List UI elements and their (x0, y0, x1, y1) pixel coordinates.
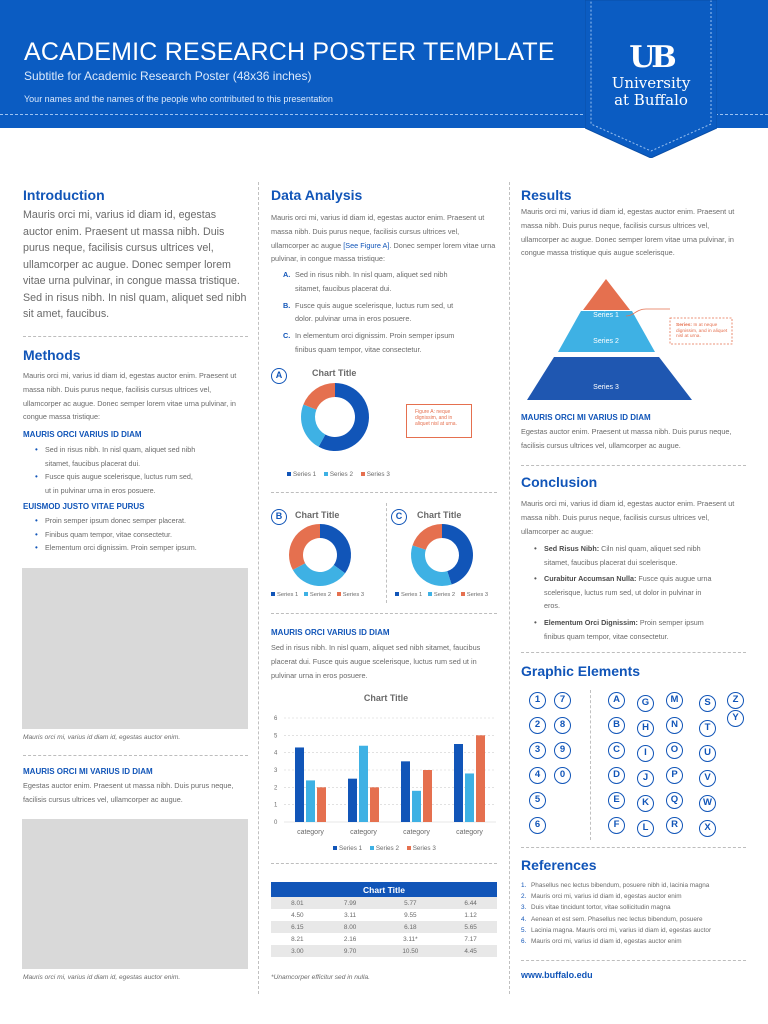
legend-item (324, 471, 353, 478)
bullet-icon: • (35, 543, 38, 553)
chart-label-c: C (391, 509, 407, 525)
analysis-subtitle: MAURIS ORCI VARIUS ID DIAM (271, 628, 390, 637)
chart-label-a: A (271, 368, 287, 384)
letter-icon-x: X (699, 820, 716, 837)
reference-number: 1. (521, 882, 527, 889)
legend-swatch (395, 592, 399, 596)
bar (476, 735, 485, 822)
methods-subtitle-1: MAURIS ORCI VARIUS ID DIAM (23, 430, 142, 439)
bar (401, 761, 410, 822)
y-tick-label: 2 (274, 785, 278, 792)
results-text-2: Egestas auctor enim. Praesent ut massa nibh. Duis purus neque, facilisis cursus ultrices vel, ullamcorper ac augue. (521, 427, 732, 450)
list-item-continued (532, 630, 746, 644)
analysis-list (283, 268, 497, 357)
item-bold: Elementum Orci Dignissim: (544, 617, 638, 627)
pyramid-label-2: Series 2 (593, 338, 619, 345)
list-item-text: Fusce quis augue urna (636, 574, 712, 584)
legend-label: Series 2 (329, 471, 353, 478)
table-cell: 5.77 (376, 897, 444, 909)
bar (454, 744, 463, 822)
legend-item (337, 592, 364, 598)
methods-subtitle-2: EUISMOD JUSTO VITAE PURUS (23, 502, 145, 511)
list-item (33, 443, 247, 457)
legend-item (428, 592, 455, 598)
contributors-line: Your names and the names of the people who contributed to this presentation (24, 94, 333, 104)
list-item-continued (33, 457, 247, 471)
list-letter: A. (283, 270, 291, 279)
list-item (33, 514, 247, 528)
section-divider (271, 492, 497, 493)
legend-item (287, 471, 316, 478)
legend-label: Series 1 (339, 845, 363, 852)
logo-line-1: University (611, 74, 691, 92)
bar (423, 770, 432, 822)
chart-a-legend (287, 471, 396, 478)
website-link[interactable]: www.buffalo.edu (521, 970, 593, 980)
reference-item (521, 925, 711, 936)
table-row (271, 897, 497, 909)
reference-text: Mauris orci mi, varius id diam id, egestas auctor enim (531, 893, 682, 901)
list-item (33, 470, 247, 484)
list-item (532, 572, 746, 586)
list-item-text: Finibus quam tempor, vitae consectetur. (45, 529, 173, 539)
data-table (271, 882, 497, 957)
chart-a-title: Chart Title (312, 368, 357, 378)
reference-text: Aenean et est sem. Phasellus nec lectus bibendum, posuere (531, 915, 703, 923)
donut-slice (413, 524, 442, 550)
letter-icon-v: V (699, 770, 716, 787)
letter-icon-p: P (666, 767, 683, 784)
image-placeholder (22, 568, 248, 729)
number-icon-4: 4 (529, 767, 546, 784)
reference-item (521, 902, 711, 913)
poster-subtitle: Subtitle for Academic Research Poster (48x36 inches) (24, 69, 312, 83)
bullet-icon: • (35, 529, 38, 539)
table-cell: 3.11 (344, 911, 357, 919)
legend-swatch (407, 846, 411, 850)
table-cell: 9.55 (404, 911, 417, 919)
number-icon-8: 8 (554, 717, 571, 734)
note-bold: Series: (676, 323, 692, 328)
bar-chart-svg (262, 708, 502, 858)
legend-item (395, 592, 422, 598)
donut-chart-a (301, 383, 369, 451)
section-divider (23, 336, 248, 337)
number-icon-3: 3 (529, 742, 546, 759)
legend-label: Series 2 (309, 592, 332, 598)
list-item-text: sitamet, faucibus placerat dui scelerisque. (544, 557, 678, 567)
bar (412, 791, 421, 822)
pyramid-level-3 (527, 357, 692, 400)
figure-link[interactable]: [See Figure A] (343, 240, 390, 250)
bar (370, 787, 379, 822)
list-item-text: sitamet, faucibus placerat dui. (295, 283, 392, 293)
list-item-continued (532, 599, 746, 613)
list-item-text: ut in pulvinar urna in eros posuere. (45, 485, 156, 495)
references-list (521, 880, 711, 947)
donut-chart-b (289, 524, 351, 586)
section-divider (521, 652, 746, 653)
table-cell: 4.45 (444, 945, 497, 957)
introduction-text: Mauris orci mi, varius id diam id, egestas auctor enim. Praesent ut massa nibh. Duis purus neque, facilisis cursus ultrices vel, ullamcorper ac augue. Donec semper lorem vitae urna pulvinar, in congue massa tristique. Sed in risus nibh. In nisl quam, aliquet sed nibh sit amet, faucibus. (23, 209, 247, 320)
legend-swatch (361, 472, 365, 476)
list-item-continued (532, 556, 746, 570)
references-title: References (521, 857, 597, 873)
list-item-continued (283, 312, 497, 326)
legend-label: Series 3 (412, 845, 436, 852)
list-item-text: Proin semper ipsum donec semper placerat. (45, 516, 187, 525)
y-tick-label: 5 (274, 733, 278, 740)
letter-icon-t: T (699, 720, 716, 737)
reference-number: 5. (521, 926, 527, 934)
letter-icon-l: L (637, 820, 654, 837)
table-cell: 6.15 (271, 921, 324, 933)
item-bold: Sed Risus Nibh: (544, 544, 600, 553)
list-item-text: Ciln nisl quam, aliquet sed nibh (599, 544, 701, 553)
list-item (532, 542, 746, 556)
table-cell: 10.50 (376, 945, 444, 957)
y-tick-label: 6 (274, 716, 278, 722)
bullet-icon: • (35, 472, 38, 482)
legend-label: Series 1 (401, 592, 423, 598)
section-divider (521, 960, 746, 961)
list-item-text: sitamet, faucibus placerat dui. (45, 458, 141, 468)
letter-icon-r: R (666, 817, 683, 834)
letter-icon-y: Y (727, 710, 744, 727)
list-item-text: finibus quam tempor, vitae consectetur. (544, 631, 669, 641)
letter-icon-c: C (608, 742, 625, 759)
logo-line-2: at Buffalo (614, 91, 688, 109)
letter-icon-h: H (637, 720, 654, 737)
section-divider (23, 755, 248, 756)
data-analysis-title: Data Analysis (271, 187, 363, 203)
chart-b-title: Chart Title (295, 510, 340, 520)
list-item-text: In elementum orci dignissim. Proin semper ipsum (295, 331, 455, 341)
donut-slice (289, 524, 320, 570)
table-cell: 3.11* (403, 935, 418, 943)
legend-swatch (324, 472, 328, 476)
table-cell: 9.70 (324, 945, 377, 957)
letter-icon-f: F (608, 817, 625, 834)
legend-label: Series 2 (433, 592, 456, 598)
section-divider (271, 613, 497, 614)
chart-c-legend (395, 592, 488, 598)
results-text: Mauris orci mi, varius id diam id, egestas auctor enim. Praesent ut massa nibh. Duis purus neque, facilisis cursus ultrices vel, ullamcorper ac augue. Donec semper lorem vitae urna pulvinar, in congue massa tristique quis augue scelerisque. (521, 207, 735, 258)
legend-label: Series 3 (466, 592, 489, 598)
letter-icon-q: Q (666, 792, 683, 809)
table-cell: 2.16 (343, 935, 357, 943)
legend-swatch (271, 592, 275, 596)
image-placeholder (22, 819, 248, 969)
bar (317, 787, 326, 822)
bullet-icon: • (534, 544, 537, 553)
bar-chart-title: Chart Title (363, 693, 409, 703)
chart-label-b: B (271, 509, 287, 525)
list-item-continued (283, 282, 497, 296)
methods-bullets-1 (33, 443, 247, 497)
letter-icon-e: E (608, 792, 625, 809)
bar (348, 779, 357, 822)
x-tick-label: category (297, 829, 324, 836)
pyramid-note-text (676, 323, 730, 340)
section-divider (271, 863, 497, 864)
list-item (283, 299, 497, 313)
legend-item (361, 471, 390, 478)
list-letter: B. (283, 300, 291, 310)
bullet-icon: • (35, 445, 38, 454)
bar (295, 747, 304, 822)
reference-item (521, 936, 711, 947)
number-icon-2: 2 (529, 717, 546, 734)
poster-title: ACADEMIC RESEARCH POSTER TEMPLATE (24, 38, 555, 66)
table-cell: 7.99 (324, 897, 377, 909)
image-caption: Mauris orci mi, varius id diam id, egestas auctor enim. (23, 974, 181, 981)
y-tick-label: 1 (274, 802, 278, 809)
graphic-elements-title: Graphic Elements (521, 663, 641, 679)
analysis-text-2: Sed in risus nibh. In nisl quam, aliquet sed nibh sitamet, faucibus placerat dui. Fusce quis augue scelerisque, luctus rum sed ut in pulvinar urna in eros posuere. (271, 643, 481, 680)
donut-chart-c (411, 524, 473, 586)
list-item (283, 268, 497, 282)
university-name (585, 75, 717, 109)
reference-text: Mauris orci mi, varius id diam id, egestas auctor enim (531, 938, 682, 946)
y-tick-label: 0 (274, 820, 278, 826)
list-item-text: Sed in risus nibh. In nisl quam, aliquet sed nibh (295, 270, 448, 279)
bullet-icon: • (534, 617, 537, 627)
pyramid-chart-svg (520, 275, 750, 405)
reference-number: 4. (521, 915, 527, 923)
list-item-text: Fusce quis augue scelerisque, luctus rum sed, (45, 472, 193, 482)
legend-label: Series 3 (366, 471, 390, 478)
table-row (271, 921, 497, 933)
legend-swatch (428, 592, 432, 596)
bar (465, 773, 474, 822)
bar (306, 780, 315, 822)
ub-logo-letters: UB (629, 40, 673, 75)
list-item-text: Elementum orci dignissim. Proin semper ipsum. (45, 543, 197, 553)
reference-text: Duis vitae tincidunt tortor, vitae sollicitudin magna (531, 904, 671, 912)
table-cell: 8.01 (271, 897, 324, 909)
legend-label: Series 3 (342, 592, 365, 598)
table-cell: 3.00 (271, 945, 324, 957)
legend-swatch (287, 472, 291, 476)
list-item-text: dolor. pulvinar urna in eros posuere. (295, 314, 412, 324)
donut-slice (303, 383, 335, 410)
legend-swatch (461, 592, 465, 596)
bar-chart-legend (333, 845, 442, 852)
list-item-continued (532, 586, 746, 600)
pyramid-label-1: Series 1 (593, 312, 619, 319)
table-row (271, 933, 497, 945)
conclusion-text: Mauris orci mi, varius id diam id, egestas auctor enim. Praesent ut massa nibh. Duis purus neque, facilisis cursus ultrices vel, ullamcorper ac augue: (521, 499, 735, 536)
number-icon-5: 5 (529, 792, 546, 809)
table-cell: 4.50 (291, 911, 304, 919)
bullet-icon: • (534, 574, 537, 584)
image-caption: Mauris orci mi, varius id diam id, egestas auctor enim. (23, 734, 181, 741)
section-divider (521, 465, 746, 466)
letter-icon-s: S (699, 695, 716, 712)
reference-item (521, 891, 711, 902)
donut-slice (301, 404, 325, 446)
donut-slice (320, 524, 351, 573)
letter-icon-a: A (608, 692, 625, 709)
table-cell: 8.00 (324, 921, 377, 933)
number-icon-6: 6 (529, 817, 546, 834)
graphic-divider (590, 690, 591, 840)
list-item-text: scelerisque, luctus rum sed, ut dolor in pulvinar in (544, 587, 702, 597)
x-tick-label: category (350, 829, 377, 836)
table-cell: 7.17 (464, 935, 477, 943)
table-row (271, 909, 497, 921)
list-item-text: Fusce quis augue scelerisque, luctus rum sed, ut (295, 300, 454, 310)
x-tick-label: category (456, 829, 483, 836)
text-span: . Donec semper lorem vitae urna pulvinar, in congue massa tristique: (271, 240, 496, 264)
table-cell: 5.65 (444, 921, 497, 933)
list-item-continued (33, 484, 247, 498)
legend-label: Series 1 (293, 471, 317, 478)
methods-bullets-2 (33, 514, 247, 555)
chart-b-legend (271, 592, 364, 598)
legend-swatch (337, 592, 341, 596)
bullet-icon: • (35, 516, 38, 525)
table-body (271, 897, 497, 957)
chart-c-title: Chart Title (417, 510, 462, 520)
letter-icon-z: Z (727, 692, 744, 709)
table-cell: 8.21 (291, 935, 304, 943)
introduction-title: Introduction (23, 187, 105, 203)
legend-swatch (333, 846, 337, 850)
university-logo-ribbon (585, 0, 717, 158)
conclusion-title: Conclusion (521, 474, 598, 490)
methods-text-2: Egestas auctor enim. Praesent ut massa nibh. Duis purus neque, facilisis cursus ultrices vel, ullamcorper ac augue. (23, 781, 234, 804)
results-subtitle: MAURIS ORCI MI VARIUS ID DIAM (521, 413, 651, 422)
table-title: Chart Title (271, 882, 497, 897)
reference-item (521, 880, 711, 891)
pyramid-level-1 (583, 279, 630, 310)
bar-chart (274, 716, 496, 836)
legend-item (271, 592, 298, 598)
x-tick-label: category (403, 829, 430, 836)
list-item (532, 616, 746, 630)
letter-icon-b: B (608, 717, 625, 734)
letter-icon-j: J (637, 770, 654, 787)
legend-item (461, 592, 488, 598)
column-divider (258, 182, 259, 994)
letter-icon-k: K (637, 795, 654, 812)
reference-item (521, 914, 711, 925)
legend-item (370, 845, 399, 852)
methods-subtitle-3: MAURIS ORCI MI VARIUS ID DIAM (23, 767, 153, 776)
methods-text: Mauris orci mi, varius id diam id, egestas auctor enim. Praesent ut massa nibh. Duis purus neque, facilisis cursus ultrices vel, ullamcorper ac augue. Donec semper lorem vitae urna pulvinar, in congue massa tristique: (23, 371, 237, 422)
letter-icon-u: U (699, 745, 716, 762)
legend-swatch (304, 592, 308, 596)
chart-bc-svg (270, 520, 500, 592)
number-icon-1: 1 (529, 692, 546, 709)
methods-title: Methods (23, 347, 81, 363)
y-tick-label: 4 (274, 750, 278, 757)
data-analysis-text (271, 211, 497, 266)
letter-icon-o: O (666, 742, 683, 759)
number-icon-0: 0 (554, 767, 571, 784)
reference-number: 2. (521, 893, 527, 901)
legend-item (304, 592, 331, 598)
legend-label: Series 2 (375, 845, 399, 852)
letter-icon-w: W (699, 795, 716, 812)
pyramid-label-3: Series 3 (593, 384, 619, 391)
reference-text: Lacinia magna. Mauris orci mi, varius id diam id, egestas auctor (531, 926, 712, 934)
reference-number: 6. (521, 938, 527, 946)
letter-icon-n: N (666, 717, 683, 734)
note-text: In at neque dignissim, and in aliquet nisl at urna. (676, 323, 728, 340)
column-divider (509, 182, 510, 994)
legend-item (333, 845, 362, 852)
table-cell: 1.12 (464, 911, 477, 919)
conclusion-list (532, 542, 746, 643)
list-item-text: finibus quam tempor, vitae consectetur. (295, 344, 422, 354)
results-title: Results (521, 187, 572, 203)
figure-note-box (406, 404, 472, 438)
list-item-text: Proin semper ipsum (637, 617, 704, 627)
legend-swatch (370, 846, 374, 850)
number-icon-9: 9 (554, 742, 571, 759)
list-item-text: Sed in risus nibh. In nisl quam, aliquet sed nibh (45, 445, 196, 454)
bar (359, 746, 368, 822)
list-item (33, 541, 247, 555)
legend-item (407, 845, 436, 852)
text-span: Mauris orci mi, varius id diam id, egestas auctor enim. Praesent ut massa nibh. Duis purus neque, facilisis cursus ultrices vel, ullamcorper ac augue (271, 213, 485, 250)
letter-icon-m: M (666, 692, 683, 709)
list-item-continued (283, 343, 497, 357)
letter-icon-i: I (637, 745, 654, 762)
table-footnote: *Unamcorper efficitur sed in nulla. (271, 974, 370, 981)
letter-icon-d: D (608, 767, 625, 784)
table-cell: 6.18 (376, 921, 444, 933)
legend-label: Series 1 (277, 592, 299, 598)
item-bold: Curabitur Accumsan Nulla: (544, 574, 637, 584)
figure-note-text: Figure A: neque dignissim, and in aliquet nisl at urna. (415, 409, 457, 427)
donut-slice (411, 545, 452, 586)
letter-icon-g: G (637, 695, 654, 712)
list-letter: C. (283, 331, 291, 341)
reference-text: Phasellus nec lectus bibendum, posuere nibh id, lacinia magna (531, 882, 710, 889)
list-item (283, 329, 497, 343)
table-row (271, 945, 497, 957)
table-cell: 6.44 (444, 897, 497, 909)
y-tick-label: 3 (274, 768, 278, 774)
reference-number: 3. (521, 904, 527, 912)
section-divider (521, 847, 746, 848)
list-item (33, 528, 247, 542)
list-item-text: eros. (544, 601, 560, 611)
number-icon-7: 7 (554, 692, 571, 709)
